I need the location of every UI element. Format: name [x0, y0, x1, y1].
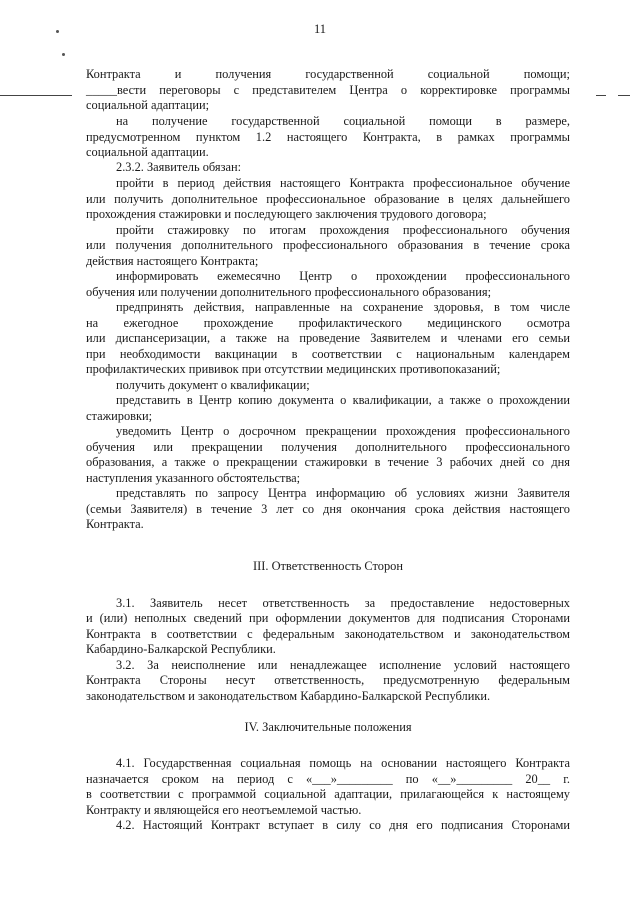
left-margin-line [0, 95, 72, 96]
text-line: 3.1. Заявитель несет ответственность за предоставление недостоверных [116, 596, 570, 610]
text-line: Контракту и являющейся его неотъемлемой частью. [86, 803, 362, 817]
text-line: пройти в период действия настоящего Контракта профессиональное обучение [116, 176, 570, 190]
text-line: и (или) неполных сведений при оформлении документов для подписания Сторонами [86, 611, 570, 625]
text-line: Контракта и получения государственной социальной помощи; [86, 67, 570, 81]
text-line: 4.1. Государственная социальная помощь на основании настоящего Контракта [116, 756, 570, 770]
page-number: 11 [313, 22, 327, 36]
text-line: законодательством и законодательством Кабардино-Балкарской Республики. [86, 689, 491, 703]
text-line: в соответствии с программой социальной адаптации, прилагающейся к настоящему [86, 787, 570, 801]
text-line: социальной адаптации. [86, 145, 209, 159]
subsection-heading: 2.3.2. Заявитель обязан: [116, 160, 242, 174]
section-heading: IV. Заключительные положения [244, 720, 412, 734]
text-line: пройти стажировку по итогам прохождения профессионального обучения [116, 223, 570, 237]
text-line: назначается сроком на период с «___»_________ по «__»_________ 20__ г. [86, 772, 570, 786]
text-line: Контракта. [86, 517, 144, 531]
text-line: обучения или получении дополнительного профессионального образования; [86, 285, 492, 299]
right-margin-mark [618, 95, 630, 96]
text-line: Контракта Стороны несут ответственность, предусмотренную федеральным [86, 673, 570, 687]
text-line: профилактических прививок при отсутствии медицинских противопоказаний; [86, 362, 501, 376]
right-margin-mark [596, 95, 606, 96]
text-line: стажировки; [86, 409, 153, 423]
section-heading: III. Ответственность Сторон [253, 559, 403, 573]
text-line: Кабардино-Балкарской Республики. [86, 642, 276, 656]
scan-artifact [62, 53, 65, 56]
text-line: информировать ежемесячно Центр о прохождении профессионального [116, 269, 570, 283]
text-line: представлять по запросу Центра информацию об условиях жизни Заявителя [116, 486, 570, 500]
text-line: прохождения стажировки и последующего заключения трудового договора; [86, 207, 487, 221]
text-line: Контракта в соответствии с федеральным законодательством и законодательством [86, 627, 570, 641]
text-line: или получить дополнительное профессиональное образование в целях дальнейшего [86, 192, 570, 206]
text-line: предпринять действия, направленные на сохранение здоровья, в том числе [116, 300, 570, 314]
text-line: получить документ о квалификации; [116, 378, 310, 392]
text-line: обучения или прекращении получения дополнительного профессионального [86, 440, 570, 454]
text-line: социальной адаптации; [86, 98, 210, 112]
text-line: при необходимости вакцинации в соответствии с национальным календарем [86, 347, 570, 361]
text-line: или диспансеризации, а также на проведение Заявителем и членами его семьи [86, 331, 570, 345]
text-line: (семьи Заявителя) в течение 3 лет со дня окончания срока действия настоящего [86, 502, 570, 516]
text-line: действия настоящего Контракта; [86, 254, 259, 268]
text-line: образования, а также о прекращении стажировки в течение 3 рабочих дней со дня [86, 455, 570, 469]
scan-artifact [56, 30, 59, 33]
text-line: наступления указанного обстоятельства; [86, 471, 301, 485]
text-line: или получения дополнительного профессионального образования в течение срока [86, 238, 570, 252]
text-line: предусмотренном пунктом 1.2 настоящего Контракта, в рамках программы [86, 130, 570, 144]
text-line: на ежегодное прохождение профилактического медицинского осмотра [86, 316, 570, 330]
text-line: уведомить Центр о досрочном прекращении прохождения профессионального [116, 424, 570, 438]
text-line: 4.2. Настоящий Контракт вступает в силу со дня его подписания Сторонами [116, 818, 570, 832]
text-line: _____вести переговоры с представителем Центра о корректировке программы [86, 83, 570, 97]
text-line: 3.2. За неисполнение или ненадлежащее исполнение условий настоящего [116, 658, 570, 672]
text-line: на получение государственной социальной помощи в размере, [116, 114, 570, 128]
text-line: представить в Центр копию документа о квалификации, а также о прохождении [116, 393, 570, 407]
